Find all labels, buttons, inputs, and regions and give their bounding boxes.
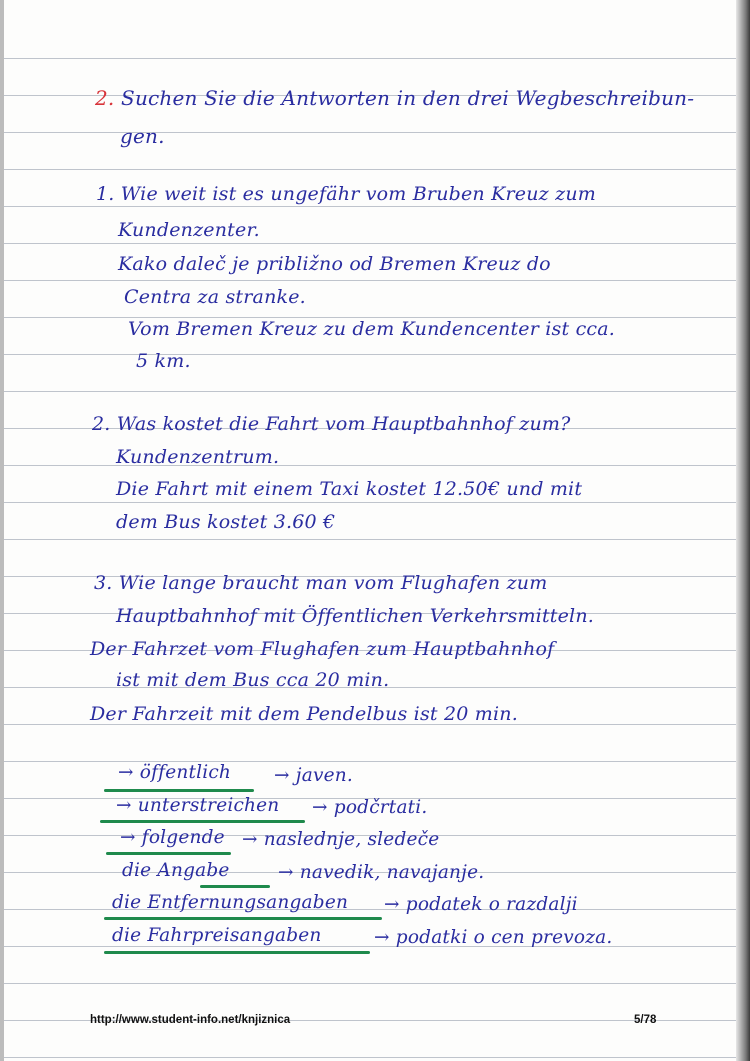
- question-3-answer-line3: Der Fahrzeit mit dem Pendelbus ist 20 min.: [90, 703, 518, 725]
- question-2-answer-line1: Die Fahrt mit einem Taxi kostet 12.50€ und mit: [116, 478, 583, 500]
- highlight-underline: [100, 820, 305, 823]
- footer-url: http://www.student-info.net/knjiznica: [90, 1014, 291, 1026]
- glossary-meaning-6: → podatki o cen prevoza.: [374, 927, 613, 948]
- question-2-answer-line2: dem Bus kostet 3.60 €: [116, 511, 336, 533]
- glossary-term-2: → unterstreichen: [116, 795, 280, 816]
- question-1-translation-line1: Kako daleč je približno od Bremen Kreuz do: [118, 253, 551, 275]
- question-1-answer-line2: 5 km.: [136, 350, 191, 372]
- glossary-meaning-2: → podčrtati.: [312, 797, 428, 818]
- glossary-term-6: die Fahrpreisangaben: [112, 925, 322, 946]
- footer-page-number: 5/78: [634, 1014, 657, 1026]
- task-heading-line2: gen.: [120, 124, 165, 148]
- question-1-answer-line1: Vom Bremen Kreuz zu dem Kundencenter ist cca.: [128, 318, 616, 340]
- highlight-underline: [200, 885, 270, 888]
- glossary-term-5: die Entfernungsangaben: [112, 892, 349, 913]
- question-2-line2: Kundenzentrum.: [116, 446, 280, 468]
- glossary-meaning-3: → naslednje, sledeče: [242, 829, 440, 850]
- highlight-underline: [106, 852, 231, 855]
- glossary-term-3: → folgende: [120, 827, 225, 848]
- question-1-line2: Kundenzenter.: [118, 219, 260, 241]
- highlight-underline: [104, 951, 370, 954]
- question-1-translation-line2: Centra za stranke.: [124, 286, 306, 308]
- highlight-underline: [104, 917, 382, 920]
- question-1-line1: 1. Wie weit ist es ungefähr vom Bruben Kreuz zum: [96, 183, 596, 205]
- task-number: 2.: [95, 86, 115, 110]
- glossary-meaning-5: → podatek o razdalji: [384, 894, 578, 915]
- highlight-underline: [104, 789, 254, 792]
- question-3-line1: 3. Wie lange braucht man vom Flughafen zum: [94, 572, 548, 594]
- question-3-answer-line1: Der Fahrzet vom Flughafen zum Hauptbahnhof: [90, 638, 555, 660]
- glossary-term-1: → öffentlich: [118, 762, 232, 783]
- page-left-edge: [0, 0, 4, 1061]
- glossary-meaning-4: → navedik, navajanje.: [278, 862, 485, 883]
- task-instruction: Suchen Sie die Antworten in den drei Wegbeschreibun-: [121, 86, 695, 110]
- notebook-spine: [736, 0, 750, 1061]
- question-3-line2: Hauptbahnhof mit Öffentlichen Verkehrsmitteln.: [116, 605, 595, 627]
- glossary-meaning-1: → javen.: [274, 765, 353, 786]
- question-2-line1: 2. Was kostet die Fahrt vom Hauptbahnhof zum?: [92, 413, 571, 435]
- glossary-term-4: die Angabe: [122, 860, 230, 881]
- task-heading-line1: [95, 86, 694, 110]
- question-3-answer-line2: ist mit dem Bus cca 20 min.: [116, 669, 390, 691]
